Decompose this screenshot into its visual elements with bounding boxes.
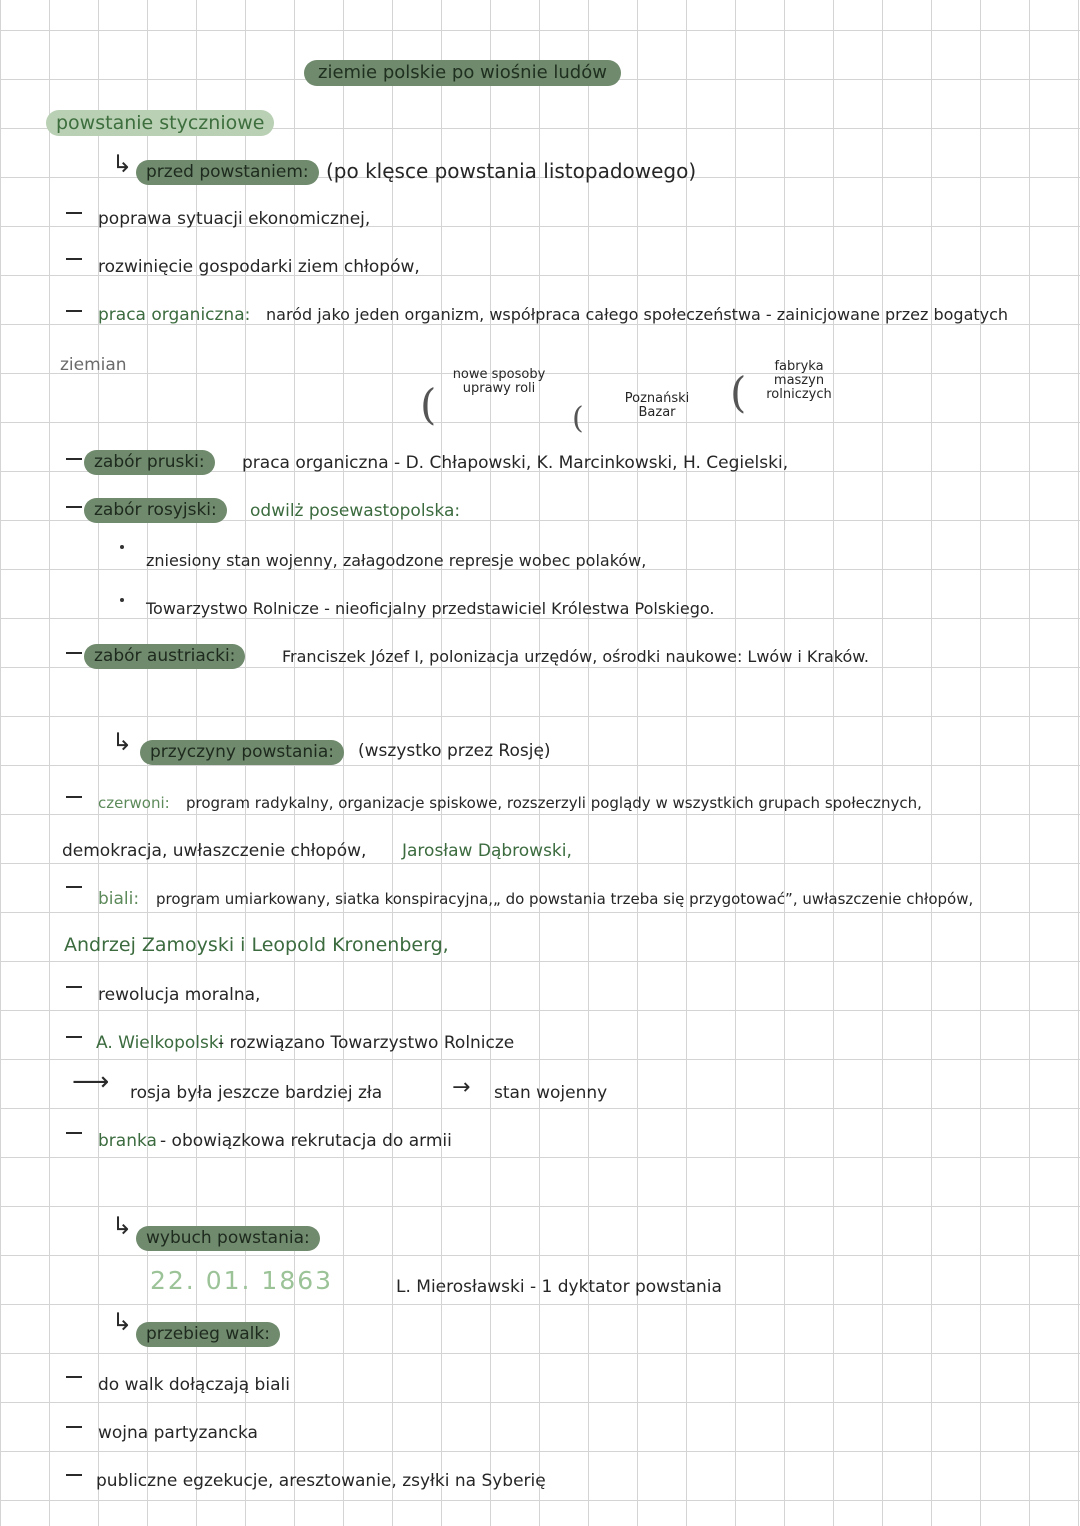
section-heading: powstanie styczniowe <box>46 110 274 136</box>
right-arrow-icon: ⟶ <box>72 1067 110 1097</box>
organic-work-text-cont: ziemian <box>60 355 127 375</box>
branka-text: - obowiązkowa rekrutacja do armii <box>160 1131 452 1151</box>
outbreak-heading: wybuch powstania: <box>136 1226 320 1251</box>
before-heading: przed powstaniem: <box>136 160 319 185</box>
dash-icon <box>66 310 82 312</box>
bracket-icon: ( <box>572 401 584 436</box>
before-item: poprawa sytuacji ekonomicznej, <box>98 209 371 229</box>
bracket-icon: ( <box>730 368 747 417</box>
reds-text: program radykalny, organizacje spiskowe, rozszerzyli poglądy w wszystkich grupach społecznych, <box>186 794 922 812</box>
dictator-text: L. Mierosławski - 1 dyktator powstania <box>396 1277 722 1297</box>
dash-icon <box>66 458 82 460</box>
dash-icon <box>66 506 82 508</box>
annotation-factory: fabryka maszyn rolniczych <box>766 359 832 402</box>
whites-people: Andrzej Zamoyski i Leopold Kronenberg, <box>64 934 449 956</box>
russian-label: zabór rosyjski: <box>84 498 227 523</box>
outbreak-date: 22. 01. 1863 <box>150 1266 334 1295</box>
dash-icon <box>66 652 82 654</box>
reds-text-cont: demokracja, uwłaszczenie chłopów, <box>62 841 367 861</box>
before-heading-note: (po klęsce powstania listopadowego) <box>326 159 697 183</box>
course-item: do walk dołączają biali <box>98 1375 290 1395</box>
causes-heading: przyczyny powstania: <box>140 740 344 765</box>
dash-icon <box>66 1426 82 1428</box>
wielopolski-text: - rozwiązano Towarzystwo Rolnicze <box>218 1033 515 1053</box>
course-item: publiczne egzekucje, aresztowanie, zsyłki na Syberię <box>96 1471 546 1491</box>
bullet-icon <box>120 545 124 549</box>
russian-text: odwilż posewastopolska: <box>250 501 461 521</box>
revolution-text: rewolucja moralna, <box>98 985 261 1005</box>
dash-icon <box>66 258 82 260</box>
consequence-text: rosja była jeszcze bardziej zła <box>130 1083 383 1103</box>
austrian-label: zabór austriacki: <box>84 644 245 669</box>
annotation-bazar: Poznański Bazar <box>624 391 690 420</box>
causes-heading-note: (wszystko przez Rosję) <box>358 741 551 761</box>
page-title: ziemie polskie po wiośnie ludów <box>304 60 621 86</box>
dash-icon <box>66 1132 82 1134</box>
annotation-new-methods: nowe sposoby uprawy roli <box>452 367 546 396</box>
dash-icon <box>66 796 82 798</box>
dash-icon <box>66 986 82 988</box>
dash-icon <box>66 1376 82 1378</box>
russian-bullet: zniesiony stan wojenny, załagodzone represje wobec polaków, <box>146 551 647 570</box>
bracket-icon: ( <box>420 380 437 429</box>
dash-icon <box>66 1036 82 1038</box>
hook-arrow-icon: ↳ <box>112 728 133 756</box>
austrian-text: Franciszek Józef I, polonizacja urzędów, ośrodki naukowe: Lwów i Kraków. <box>282 647 869 666</box>
branka-label: branka <box>98 1131 157 1151</box>
before-item: rozwinięcie gospodarki ziem chłopów, <box>98 257 420 277</box>
wielopolski-name: A. Wielkopolski <box>96 1033 224 1053</box>
whites-label: biali: <box>98 889 140 909</box>
right-arrow-icon: → <box>452 1075 471 1100</box>
course-heading: przebieg walk: <box>136 1322 280 1347</box>
reds-label: czerwoni: <box>98 794 170 812</box>
russian-bullet: Towarzystwo Rolnicze - nieoficjalny przedstawiciel Królestwa Polskiego. <box>146 599 715 618</box>
organic-work-text: naród jako jeden organizm, współpraca całego społeczeństwa - zainicjowane przez bogatych <box>266 305 1009 324</box>
organic-work-label: praca organiczna: <box>98 305 251 325</box>
prussian-text: praca organiczna - D. Chłapowski, K. Marcinkowski, H. Cegielski, <box>242 453 789 473</box>
reds-person: Jarosław Dąbrowski, <box>402 841 572 861</box>
hook-arrow-icon: ↳ <box>112 1308 133 1336</box>
prussian-label: zabór pruski: <box>84 450 215 475</box>
dash-icon <box>66 212 82 214</box>
consequence-result: stan wojenny <box>494 1083 608 1103</box>
course-item: wojna partyzancka <box>98 1423 258 1443</box>
hook-arrow-icon: ↳ <box>112 150 133 178</box>
dash-icon <box>66 1474 82 1476</box>
whites-text: program umiarkowany, siatka konspiracyjna,„ do powstania trzeba się przygotować”, uwłaszczenie chłopów, <box>156 890 974 908</box>
hook-arrow-icon: ↳ <box>112 1212 133 1240</box>
bullet-icon <box>120 598 124 602</box>
dash-icon <box>66 886 82 888</box>
